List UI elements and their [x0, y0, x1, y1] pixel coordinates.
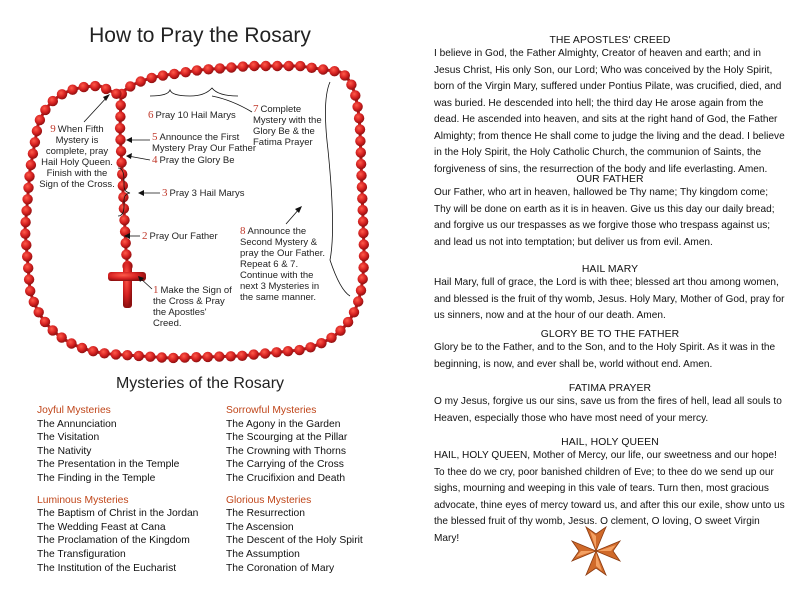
rosary-bead	[24, 171, 34, 181]
prayer-apostles-creed	[434, 35, 786, 178]
rosary-bead	[307, 63, 317, 73]
rosary-bead	[21, 240, 31, 250]
rosary-bead	[99, 348, 109, 358]
rosary-bead	[355, 124, 365, 134]
rosary-bead	[294, 345, 304, 355]
rosary-bead	[305, 342, 315, 352]
prayer-glory-be	[434, 329, 786, 373]
rosary-bead	[354, 113, 364, 123]
list-item: The Ascension	[226, 521, 294, 533]
maltese-cross-icon	[570, 525, 622, 577]
joyful-mysteries	[37, 404, 222, 486]
prayer-text: Glory be to the Father, and to the Son, and to the Holy Spirit. As it was in the beginning, is now, and ever shall be, world without end. Amen.	[434, 342, 776, 370]
rosary-bead	[355, 136, 365, 146]
list-item: The Proclamation of the Kingdom	[37, 535, 190, 547]
rosary-bead	[115, 135, 125, 145]
list-item: The Institution of the Eucharist	[37, 562, 177, 574]
rosary-bead	[29, 297, 39, 307]
rosary-bead	[26, 160, 36, 170]
rosary-bead	[353, 296, 363, 306]
instruction-6: 6 Pray 10 Hail Marys	[148, 109, 236, 121]
list-item: The Presentation in the Temple	[37, 459, 180, 471]
rosary-bead	[350, 90, 360, 100]
rosary-bead	[203, 352, 213, 362]
rosary-bead	[115, 112, 125, 122]
rosary-bead	[111, 89, 121, 99]
list-item: The Scourging at the Pillar	[226, 432, 348, 444]
rosary-bead	[147, 73, 157, 83]
rosary-bead	[359, 251, 369, 261]
rosary-bead	[271, 347, 281, 357]
rosary-bead	[22, 251, 32, 261]
rosary-bead	[116, 146, 126, 156]
mysteries-right-column	[226, 404, 401, 583]
rosary-bead	[23, 183, 33, 193]
list-item: The Crowning with Thorns	[226, 445, 346, 457]
rosary-bead	[359, 239, 369, 249]
rosary-bead	[115, 123, 125, 133]
list-item: The Finding in the Temple	[37, 472, 156, 484]
instruction-3: 3 Pray 3 Hail Marys	[162, 187, 245, 199]
prayer-text: Our Father, who art in heaven, hallowed be Thy name; Thy kingdom come; Thy will be done on earth as it is in heaven. Give us this day our daily bread; and forgive us our trespasses as we forgive those who trespass against us; and lead us not into temptation; but deliver us from evil. Amen.	[434, 187, 775, 248]
list-item: The Annunciation	[37, 418, 117, 430]
list-item: The Assumption	[226, 548, 300, 560]
prayer-text: I believe in God, the Father Almighty, Creator of heaven and earth; and in Jesus Christ, His only Son, our Lord; Who was conceived by the Holy Spirit, born of the Virgin Mary, suffered under Pontius Pilate, was crucified, died, and was buried. He descended into hell; the third day He arose again from the dead. He ascended into heaven, and sits at the right hand of God, the Father Almighty; from thence He shall come to judge the living and the dead. I believe in the Holy Spirit, the Holy Catholic Church, the communion of Saints, the forgiveness of sins, the resurrection of the body and life everlasting. Amen.	[434, 48, 785, 175]
rosary-bead	[357, 193, 367, 203]
rosary-bead	[25, 286, 35, 296]
rosary-bead	[226, 351, 236, 361]
rosary-bead	[116, 158, 126, 168]
list-item: The Wedding Feast at Cana	[37, 521, 166, 533]
rosary-bead	[77, 343, 87, 353]
rosary-bead	[22, 194, 32, 204]
rosary-bead	[48, 325, 58, 335]
list-item: The Crucifixion and Death	[226, 472, 346, 484]
sorrowful-mysteries	[226, 404, 401, 486]
prayer-title: FATIMA PRAYER	[568, 383, 652, 394]
rosary-bead	[356, 285, 366, 295]
rosary-bead	[192, 65, 202, 75]
rosary-bead	[180, 352, 190, 362]
rosary-bead	[358, 216, 368, 226]
rosary-bead	[358, 228, 368, 238]
rosary-bead	[125, 81, 135, 91]
rosary-bead	[20, 229, 30, 239]
rosary-bead	[57, 332, 67, 342]
rosary-bead	[356, 170, 366, 180]
rosary-bead	[346, 80, 356, 90]
list-item: The Carrying of the Cross	[226, 459, 344, 471]
prayer-title: HAIL MARY	[581, 264, 639, 275]
rosary-bead	[215, 63, 225, 73]
rosary-bead	[349, 307, 359, 317]
rosary-bead	[356, 159, 366, 169]
rosary-bead	[157, 352, 167, 362]
instruction-1: 1 Make the Sign of the Cross & Pray the Apostles' Creed.	[153, 284, 232, 329]
group-heading: Luminous Mysteries	[37, 494, 129, 506]
rosary-bead	[136, 76, 146, 86]
rosary-bead	[340, 70, 350, 80]
rosary-bead	[119, 215, 129, 225]
rosary-bead	[329, 66, 339, 76]
instruction-4: 4 Pray the Glory Be	[152, 154, 235, 166]
rosary-bead	[352, 102, 362, 112]
group-heading: Glorious Mysteries	[226, 494, 312, 506]
rosary-bead	[118, 181, 128, 191]
rosary-bead	[101, 84, 111, 94]
rosary-bead	[88, 346, 98, 356]
rosary-bead	[335, 326, 345, 336]
group-heading: Joyful Mysteries	[37, 405, 111, 416]
list-item: The Visitation	[37, 432, 100, 444]
rosary-bead	[318, 64, 328, 74]
rosary-bead	[343, 317, 353, 327]
rosary-bead	[181, 67, 191, 77]
prayer-title: GLORY BE TO THE FATHER	[540, 329, 680, 340]
instruction-7: 7 Complete Mystery with the Glory Be & the Fatima Prayer	[253, 103, 322, 148]
rosary-bead	[134, 351, 144, 361]
prayer-text: O my Jesus, forgive us our sins, save us from the fires of hell, lead all souls to Heaven, especially those who have most need of your mercy.	[434, 396, 782, 424]
rosary-bead	[23, 263, 33, 273]
prayer-text: Hail Mary, full of grace, the Lord is with thee; blessed art thou among women, and blessed is the fruit of thy womb, Jesus. Holy Mary, Mother of God, pray for us sinners, now and at the hour of our death. Amen.	[434, 277, 785, 321]
rosary-bead	[283, 346, 293, 356]
rosary-bead	[226, 62, 236, 72]
rosary-bead	[79, 82, 89, 92]
rosary-bead	[28, 149, 38, 159]
prayer-text: HAIL, HOLY QUEEN, Mother of Mercy, our life, our sweetness and our hope! To thee do we cry, poor banished children of Eve; to thee do we send up our sighs, mourning and weeping in this vale of tears. Turn then, most gracious advocate, thine eyes of mercy toward us, and after this our exile, show unto us the blessed fruit of thy womb, Jesus. O clement, O loving, O sweet Virgin Mary!	[434, 450, 785, 544]
rosary-bead	[40, 317, 50, 327]
list-item: The Coronation of Mary	[226, 562, 335, 574]
rosary-bead	[168, 353, 178, 363]
rosary-bead	[238, 61, 248, 71]
prayer-our-father	[434, 174, 786, 251]
rosary-bead	[237, 351, 247, 361]
rosary-bead	[24, 274, 34, 284]
list-item: The Resurrection	[226, 508, 305, 520]
rosary-bead	[116, 100, 126, 110]
list-item: The Nativity	[37, 445, 92, 457]
rosary-bead	[272, 61, 282, 71]
rosary-bead	[57, 89, 67, 99]
rosary-bead	[111, 349, 121, 359]
rosary-bead	[357, 182, 367, 192]
rosary-bead	[295, 61, 305, 71]
rosary-bead	[48, 96, 58, 106]
glorious-mysteries	[226, 494, 401, 576]
rosary-bead	[214, 351, 224, 361]
list-item: The Baptism of Christ in the Jordan	[37, 508, 199, 520]
rosary-bead	[145, 352, 155, 362]
list-item: The Descent of the Holy Spirit	[226, 535, 363, 547]
rosary-bead	[261, 61, 271, 71]
instruction-2: 2 Pray Our Father	[142, 230, 218, 242]
rosary-bead	[66, 338, 76, 348]
prayer-hail-mary	[434, 264, 786, 325]
instruction-9: 9 When Fifth Mystery is complete, pray Hail Holy Queen. Finish with the Sign of the Cross.	[39, 123, 115, 190]
rosary-bead	[122, 350, 132, 360]
rosary-bead	[249, 61, 259, 71]
mysteries-left-column	[37, 404, 222, 583]
mysteries-title: Mysteries of the Rosary	[115, 375, 285, 392]
instruction-5: 5 Announce the First Mystery Pray Our Father	[152, 131, 256, 154]
prayer-fatima	[434, 383, 786, 427]
luminous-mysteries	[37, 494, 222, 576]
rosary-bead	[203, 64, 213, 74]
rosary-bead	[21, 206, 31, 216]
rosary-bead	[90, 81, 100, 91]
rosary-bead	[169, 69, 179, 79]
rosary-bead	[121, 249, 131, 259]
rosary-bead	[34, 307, 44, 317]
rosary-bead	[67, 85, 77, 95]
rosary-bead	[358, 262, 368, 272]
rosary-bead	[356, 147, 366, 157]
page-title: How to Pray the Rosary	[89, 24, 311, 47]
rosary-bead	[249, 349, 259, 359]
rosary-bead	[358, 274, 368, 284]
rosary-bead	[284, 61, 294, 71]
rosary-bead	[121, 238, 131, 248]
list-item: The Agony in the Garden	[226, 418, 341, 430]
instruction-8: 8 Announce the Second Mystery & pray the Our Father. Repeat 6 & 7. Continue with the next 3 Mysteries in the same manner.	[240, 225, 326, 303]
rosary-bead	[358, 205, 368, 215]
prayer-title: THE APOSTLES' CREED	[549, 35, 671, 46]
rosary-bead	[316, 338, 326, 348]
list-item: The Transfiguration	[37, 548, 126, 560]
rosary-bead	[158, 70, 168, 80]
rosary-bead	[326, 333, 336, 343]
crucifix	[108, 262, 146, 308]
rosary-bead	[20, 217, 30, 227]
prayer-title: HAIL, HOLY QUEEN	[561, 437, 659, 448]
rosary-bead	[191, 352, 201, 362]
prayer-title: OUR FATHER	[576, 174, 644, 185]
rosary-bead	[40, 105, 50, 115]
group-heading: Sorrowful Mysteries	[226, 405, 317, 416]
rosary-bead	[260, 348, 270, 358]
